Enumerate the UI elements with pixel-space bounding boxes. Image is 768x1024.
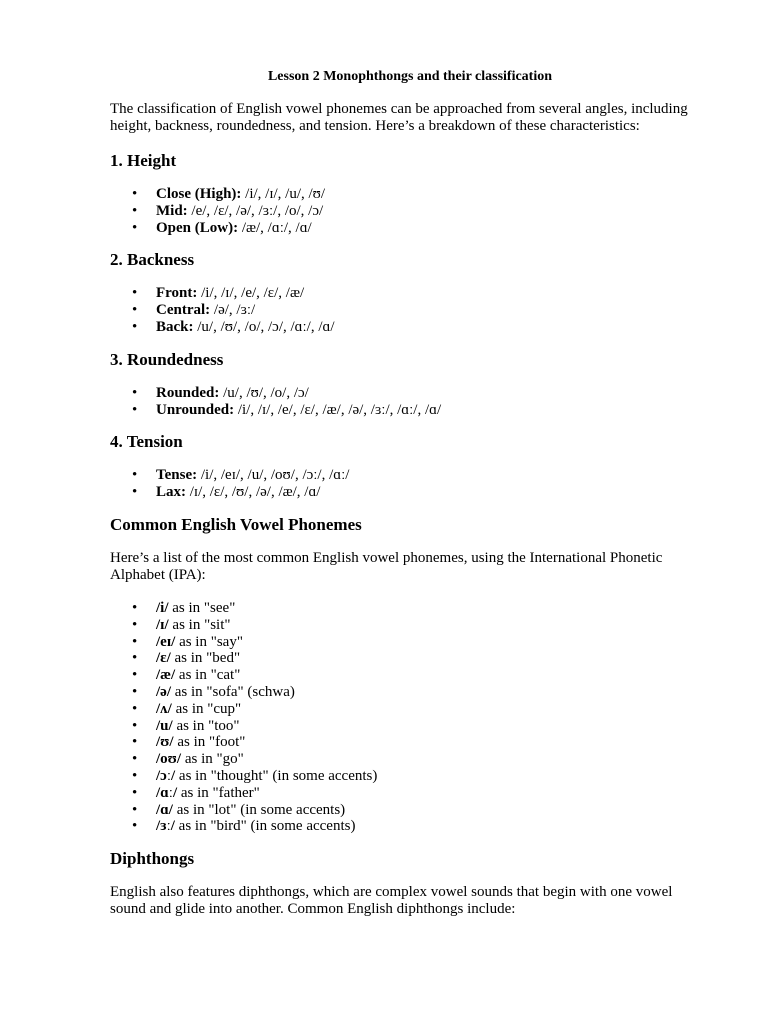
list-item (110, 768, 710, 785)
bullet-icon: • (132, 186, 138, 202)
bullet-icon: • (132, 467, 138, 484)
item-label: Close (High): (156, 186, 242, 202)
phoneme-symbol: /oʊ/ (156, 751, 182, 768)
list-item (110, 650, 710, 667)
bullet-icon: • (132, 784, 138, 801)
roundedness-list (110, 385, 710, 419)
list-item (110, 751, 710, 768)
list-item (110, 402, 710, 419)
phoneme-example: as in "bird" (in some accents) (174, 818, 356, 835)
phoneme-example: as in "foot" (173, 734, 246, 751)
phoneme-example: as in "say" (175, 633, 243, 650)
height-list (110, 186, 710, 236)
list-item (110, 734, 710, 751)
item-text: /i/, /ɪ/, /u/, /ʊ/ (241, 186, 326, 202)
phoneme-example: as in "cup" (171, 700, 242, 717)
item-label: Open (Low): (156, 219, 239, 236)
list-item (110, 684, 710, 701)
bullet-icon: • (132, 318, 138, 335)
item-text: /u/, /ʊ/, /o/, /ɔ/ (219, 384, 309, 401)
phoneme-example: as in "too" (172, 717, 240, 734)
list-item (110, 600, 710, 617)
phoneme-example: as in "bed" (170, 650, 241, 667)
item-text: /æ/, /ɑː/, /ɑ/ (238, 219, 312, 236)
item-text: /i/, /eɪ/, /u/, /oʊ/, /ɔː/, /ɑː/ (197, 467, 350, 484)
bullet-icon: • (132, 302, 138, 319)
list-item (110, 484, 710, 501)
phoneme-symbol: /ʌ/ (156, 700, 172, 717)
list-item (110, 319, 710, 336)
phoneme-symbol: /u/ (156, 717, 173, 734)
bullet-icon: • (132, 818, 138, 835)
phoneme-list (110, 600, 710, 835)
section-heading-tension: 4. Tension (110, 432, 183, 452)
item-label: Unrounded: (156, 401, 235, 418)
item-label: Lax: (156, 484, 186, 501)
phoneme-symbol: /ɜː/ (156, 818, 175, 835)
bullet-icon: • (132, 683, 138, 700)
list-item (110, 467, 710, 484)
tension-list (110, 467, 710, 501)
phoneme-symbol: /ʊ/ (156, 734, 174, 751)
bullet-icon: • (132, 667, 138, 684)
phoneme-example: as in "thought" (in some accents) (175, 767, 378, 784)
phoneme-example: as in "go" (181, 751, 244, 768)
phoneme-example: as in "lot" (in some accents) (172, 801, 346, 818)
phoneme-symbol: /eɪ/ (156, 633, 176, 650)
bullet-icon: • (132, 767, 138, 784)
phoneme-symbol: /ɑː/ (156, 784, 178, 801)
item-text: /ɪ/, /ɛ/, /ʊ/, /ə/, /æ/, /ɑ/ (186, 484, 321, 501)
list-item (110, 785, 710, 802)
list-item (110, 634, 710, 651)
phoneme-symbol: /ɪ/ (156, 616, 169, 633)
bullet-icon: • (132, 751, 138, 768)
phoneme-example: as in "see" (168, 599, 236, 616)
document-title: Lesson 2 Monophthongs and their classification (267, 69, 553, 84)
item-text: /ə/, /ɜː/ (210, 302, 256, 319)
list-item (110, 701, 710, 718)
item-label: Back: (156, 318, 194, 335)
bullet-icon: • (132, 700, 138, 717)
list-item (110, 802, 710, 819)
phoneme-example: as in "cat" (175, 667, 241, 684)
phoneme-symbol: /ə/ (156, 683, 171, 700)
item-text: /i/, /ɪ/, /e/, /ɛ/, /æ/, /ə/, /ɜː/, /ɑː/, /ɑ/ (234, 401, 442, 418)
section-heading-height: 1. Height (110, 151, 177, 170)
list-item (110, 302, 710, 319)
item-label: Tense: (156, 467, 198, 484)
diphthongs-intro-paragraph: English also features diphthongs, which are complex vowel sounds that begin with one vowel sound and glide into another. Common English diphthongs include: (110, 884, 673, 918)
item-text: /u/, /ʊ/, /o/, /ɔ/, /ɑː/, /ɑ/ (193, 318, 335, 335)
section-heading-common-phonemes: Common English Vowel Phonemes (110, 514, 362, 534)
item-label: Central: (156, 302, 211, 319)
list-item (110, 718, 710, 735)
item-label: Front: (156, 285, 198, 302)
phoneme-example: as in "sit" (168, 616, 231, 633)
bullet-icon: • (132, 202, 138, 219)
backness-list (110, 285, 710, 335)
document-page (110, 68, 710, 934)
bullet-icon: • (132, 384, 138, 401)
phoneme-symbol: /ɑ/ (156, 801, 173, 818)
section-heading-backness: 2. Backness (110, 250, 195, 270)
bullet-icon: • (132, 650, 138, 667)
common-intro-paragraph: Here’s a list of the most common English vowel phonemes, using the International Phonetic Alphabet (IPA): (110, 549, 663, 583)
phoneme-example: as in "sofa" (schwa) (171, 683, 295, 700)
bullet-icon: • (132, 599, 138, 616)
list-item (110, 285, 710, 302)
list-item (110, 186, 710, 203)
bullet-icon: • (132, 285, 138, 302)
bullet-icon: • (132, 401, 138, 418)
item-text: /e/, /ɛ/, /ə/, /ɜː/, /o/, /ɔ/ (187, 202, 324, 219)
list-item (110, 220, 710, 237)
phoneme-symbol: /ɔː/ (156, 767, 176, 784)
phoneme-symbol: /æ/ (156, 667, 176, 684)
section-heading-roundedness: 3. Roundedness (110, 349, 224, 369)
list-item (110, 203, 710, 220)
list-item (110, 385, 710, 402)
bullet-icon: • (132, 616, 138, 633)
list-item (110, 818, 710, 835)
list-item (110, 667, 710, 684)
bullet-icon: • (132, 717, 138, 734)
section-heading-diphthongs: Diphthongs (110, 849, 195, 869)
item-text: /i/, /ɪ/, /e/, /ɛ/, /æ/ (197, 285, 305, 302)
bullet-icon: • (132, 801, 138, 818)
bullet-icon: • (132, 734, 138, 751)
phoneme-symbol: /i/ (156, 599, 169, 616)
phoneme-example: as in "father" (177, 784, 260, 801)
intro-paragraph: The classification of English vowel phonemes can be approached from several angles, including height, backness, roundedness, and tension. Here’s a breakdown of these characteristics: (110, 101, 688, 134)
item-label: Mid: (156, 202, 188, 219)
bullet-icon: • (132, 484, 138, 501)
item-label: Rounded: (156, 384, 220, 401)
bullet-icon: • (132, 219, 138, 236)
phoneme-symbol: /ɛ/ (156, 650, 171, 667)
bullet-icon: • (132, 633, 138, 650)
list-item (110, 617, 710, 634)
